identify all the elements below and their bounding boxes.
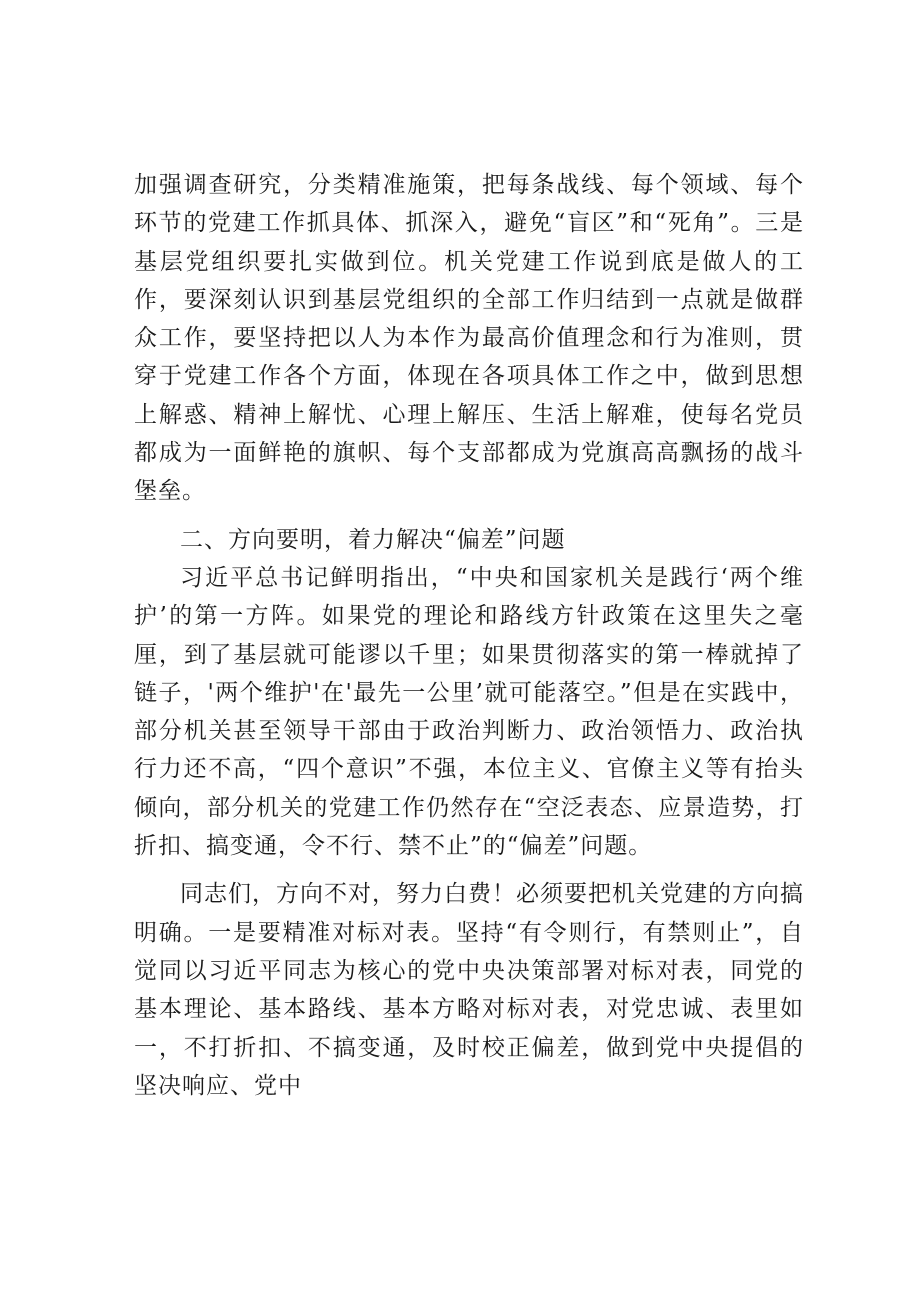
paragraph-continuation: 加强调查研究，分类精准施策，把每条战线、每个领域、每个环节的党建工作抓具体、抓深入，避免“盲区”和“死角”。三是基层党组织要扎实做到位。机关党建工作说到底是做人的工作，要深刻认识到基层党组织的全部工作归结到一点就是做群众工作，要坚持把以人为本作为最高价值理念和行为准则，贯穿于党建工作各个方面，体现在各项具体工作之中，做到思想上解惑、精神上解忧、心理上解压、生活上解难，使每名党员都成为一面鲜艳的旗帜、每个支部都成为党旗高高飘扬的战斗堡垒。 — [134, 172, 804, 505]
section-heading: 二、方向要明，着力解决“偏差”问题 — [180, 526, 566, 553]
paragraph-quote: 习近平总书记鲜明指出，“中央和国家机关是践行‘两个维护’的第一方阵。如果党的理论和路线方针政策在这里失之毫厘，到了基层就可能谬以千里；如果贯彻落实的第一棒就掉了链子，'两个维护'在'最先一公里’就可能落空。”但是在实践中，部分机关甚至领导干部由于政治判断力、政治领悟力、政治执行力还不高，“四个意识”不强，本位主义、官僚主义等有抬头倾向，部分机关的党建工作仍然存在“空泛表态、应景造势，打折扣、搞变通，令不行、禁不止”的“偏差”问题。 — [134, 564, 804, 860]
paragraph-direction: 同志们，方向不对，努力白费！必须要把机关党建的方向搞明确。一是要精准对标对表。坚持“有令则行，有禁则止”，自觉同以习近平同志为核心的党中央决策部署对标对表，同党的基本理论、基本路线、基本方略对标对表，对党忠诚、表里如一，不打折扣、不搞变通，及时校正偏差，做到党中央提倡的坚决响应、党中 — [134, 881, 804, 1099]
document-body — [134, 166, 804, 1105]
